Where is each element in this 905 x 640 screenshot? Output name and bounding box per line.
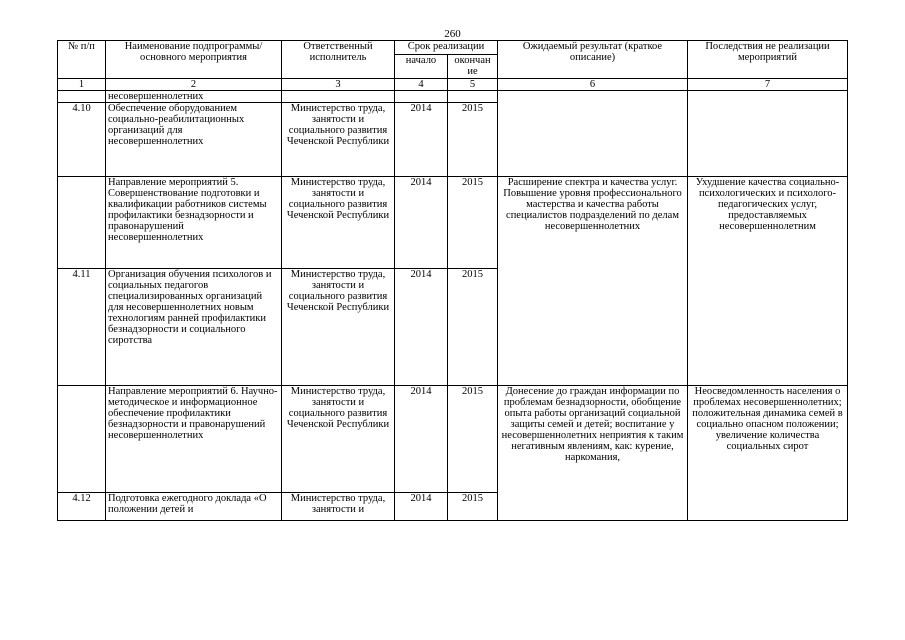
- header-period: Срок реализации: [395, 41, 498, 55]
- row-num: [58, 177, 106, 269]
- row-end: 2015: [448, 386, 498, 493]
- row-name: Подготовка ежегодного доклада «О положении детей и: [106, 493, 282, 521]
- row-executor: Министерство труда, занятости и социального развития Чеченской Республики: [282, 269, 395, 386]
- header-name: Наименование подпрограммы/ основного мероприятия: [106, 41, 282, 79]
- row-start: 2014: [395, 269, 448, 386]
- row-num: [58, 386, 106, 493]
- row-name: Организация обучения психологов и социальных педагогов специализированных организаций для несовершеннолетних новым технологиям ранней профилактики безнадзорности и социального сиротства: [106, 269, 282, 386]
- consequences-group-5: Ухудшение качества социально-психологических и психолого-педагогических услуг, предоставляемых несовершеннолетним: [688, 177, 848, 386]
- header-consequences: Последствия не реализации мероприятий: [688, 41, 848, 79]
- table-row: [58, 386, 848, 493]
- header-start: начало: [395, 55, 448, 79]
- header-result: Ожидаемый результат (краткое описание): [498, 41, 688, 79]
- col-number-1: 1: [58, 79, 106, 91]
- result-group-6: Донесение до граждан информации по проблемам безнадзорности, обобщение опыта работы организаций социальной защиты семей и детей; воспитание у несовершеннолетних неприятия к таким негативным явлениям, как: курение, наркомания,: [498, 386, 688, 521]
- row-executor: Министерство труда, занятости и: [282, 493, 395, 521]
- header-num: № п/п: [58, 41, 106, 79]
- col-number-3: 3: [282, 79, 395, 91]
- row-name: Направление мероприятий 5. Совершенствование подготовки и квалификации работников системы профилактики безнадзорности и правонарушений несовершеннолетних: [106, 177, 282, 269]
- header-executor: Ответственный исполнитель: [282, 41, 395, 79]
- consequences-group-6: Неосведомленность населения о проблемах несовершеннолетних; положительная динамика семей в социально опасном положении; увеличение количества социальных сирот: [688, 386, 848, 521]
- row-num: 4.12: [58, 493, 106, 521]
- row-executor: Министерство труда, занятости и социального развития Чеченской Республики: [282, 386, 395, 493]
- row-start: 2014: [395, 386, 448, 493]
- continuation-text: несовершеннолетних: [106, 91, 282, 103]
- column-numbers-row: [58, 79, 848, 91]
- row-num: 4.10: [58, 103, 106, 177]
- header-end: окончан ие: [448, 55, 498, 79]
- row-end: 2015: [448, 269, 498, 386]
- row-executor: Министерство труда, занятости и социального развития Чеченской Республики: [282, 103, 395, 177]
- row-start: 2014: [395, 493, 448, 521]
- table-row: [58, 177, 848, 269]
- row-end: 2015: [448, 493, 498, 521]
- col-number-2: 2: [106, 79, 282, 91]
- measures-table: [57, 40, 848, 521]
- col-number-4: 4: [395, 79, 448, 91]
- row-start: 2014: [395, 177, 448, 269]
- row-name: Обеспечение оборудованием социально-реабилитационных организаций для несовершеннолетних: [106, 103, 282, 177]
- row-start: 2014: [395, 103, 448, 177]
- header-row-1: [58, 41, 848, 55]
- col-number-7: 7: [688, 79, 848, 91]
- result-group-5: Расширение спектра и качества услуг. Повышение уровня профессионального мастерства и качества работы специалистов подразделений по делам несовершеннолетних: [498, 177, 688, 386]
- continuation-row: [58, 91, 848, 103]
- row-end: 2015: [448, 103, 498, 177]
- row-executor: Министерство труда, занятости и социального развития Чеченской Республики: [282, 177, 395, 269]
- col-number-6: 6: [498, 79, 688, 91]
- col-number-5: 5: [448, 79, 498, 91]
- row-num: 4.11: [58, 269, 106, 386]
- row-name: Направление мероприятий 6. Научно-методическое и информационное обеспечение профилактики безнадзорности и правонарушений несовершеннолетних: [106, 386, 282, 493]
- row-end: 2015: [448, 177, 498, 269]
- page-number: 260: [444, 28, 461, 40]
